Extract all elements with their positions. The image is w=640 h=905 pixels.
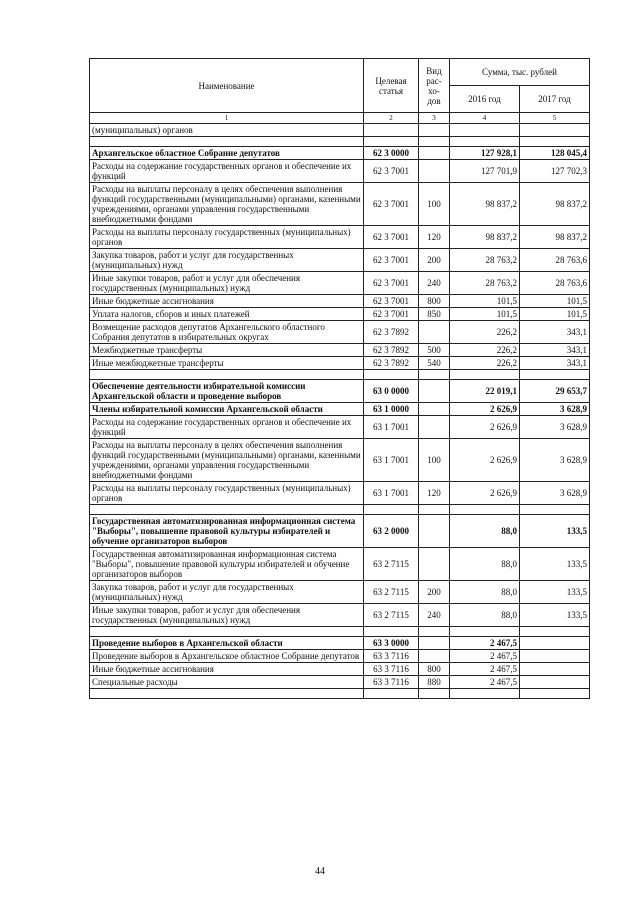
row-sum-2017 [520, 637, 590, 650]
row-sum-2017: 343,1 [520, 321, 590, 344]
budget-table [89, 58, 590, 699]
row-sum-2016: 2 467,5 [450, 637, 520, 650]
table-row [90, 321, 590, 344]
empty-cell [450, 370, 520, 380]
section-row [90, 403, 590, 416]
row-target-article: 62 3 7001 [364, 160, 419, 183]
row-sum-2016: 88,0 [450, 515, 520, 548]
table-row [90, 295, 590, 308]
document-page [89, 58, 590, 699]
row-sum-2017: 343,1 [520, 344, 590, 357]
row-sum-2017 [520, 676, 590, 689]
row-expense-type [419, 416, 450, 439]
table-row [90, 650, 590, 663]
empty-cell [90, 689, 364, 699]
row-name: Расходы на содержание государственных органов и обеспечение их функций [90, 160, 364, 183]
row-sum-2017: 133,5 [520, 581, 590, 604]
row-name: Обеспечение деятельности избирательной комиссии Архангельской области и проведение выборов [90, 380, 364, 403]
row-target-article: 63 1 7001 [364, 439, 419, 482]
row-name: Расходы на содержание государственных органов и обеспечение их функций [90, 416, 364, 439]
row-name: Иные закупки товаров, работ и услуг для обеспечения государственных (муниципальных) нужд [90, 604, 364, 627]
row-sum-2017 [520, 663, 590, 676]
row-sum-2016: 2 467,5 [450, 676, 520, 689]
row-sum-2016: 98 837,2 [450, 183, 520, 226]
empty-cell [450, 505, 520, 515]
empty-cell [520, 370, 590, 380]
row-target-article: 63 2 7115 [364, 548, 419, 581]
row-target-article: 63 3 0000 [364, 637, 419, 650]
empty-cell [520, 137, 590, 147]
row-name: Члены избирательной комиссии Архангельской области [90, 403, 364, 416]
empty-cell [90, 627, 364, 637]
row-name: Межбюджетные трансферты [90, 344, 364, 357]
row-sum-2017: 133,5 [520, 515, 590, 548]
column-number: 2 [364, 113, 419, 124]
row-sum-2016: 127 928,1 [450, 147, 520, 160]
row-sum-2016: 22 019,1 [450, 380, 520, 403]
table-row [90, 548, 590, 581]
row-sum-2017: 101,5 [520, 308, 590, 321]
row-expense-type [419, 650, 450, 663]
row-sum-2017: 133,5 [520, 548, 590, 581]
table-row [90, 160, 590, 183]
row-sum-2016: 127 701,9 [450, 160, 520, 183]
header-expense-type [419, 59, 450, 113]
row-sum-2017: 98 837,2 [520, 226, 590, 249]
row-expense-type: 120 [419, 226, 450, 249]
table-header [90, 59, 590, 124]
empty-cell [419, 370, 450, 380]
row-expense-type: 240 [419, 604, 450, 627]
row-target-article: 62 3 7001 [364, 272, 419, 295]
row-sum-2016: 226,2 [450, 344, 520, 357]
row-sum-2017: 343,1 [520, 357, 590, 370]
row-name: Возмещение расходов депутатов Архангельского областного Собрания депутатов в избирательных округах [90, 321, 364, 344]
row-sum-2017: 3 628,9 [520, 439, 590, 482]
header-exp-line3: хо- [428, 85, 440, 96]
table-row [90, 581, 590, 604]
row-sum-2016: 101,5 [450, 308, 520, 321]
row-target-article: 62 3 7001 [364, 308, 419, 321]
empty-cell [90, 505, 364, 515]
row-target-article: 63 1 7001 [364, 416, 419, 439]
spacer-row [90, 505, 590, 515]
row-expense-type: 200 [419, 581, 450, 604]
row-sum-2017 [520, 124, 590, 137]
row-expense-type [419, 380, 450, 403]
row-sum-2016: 226,2 [450, 357, 520, 370]
header-name: Наименование [90, 59, 364, 113]
row-expense-type: 500 [419, 344, 450, 357]
header-year-2017: 2017 год [520, 86, 590, 113]
table-row [90, 439, 590, 482]
row-target-article: 62 3 7001 [364, 249, 419, 272]
row-target-article: 62 3 7001 [364, 295, 419, 308]
empty-cell [419, 627, 450, 637]
row-target-article: 63 2 7115 [364, 604, 419, 627]
table-row [90, 482, 590, 505]
row-target-article: 63 3 7116 [364, 663, 419, 676]
row-sum-2017: 98 837,2 [520, 183, 590, 226]
spacer-row [90, 689, 590, 699]
row-expense-type: 200 [419, 249, 450, 272]
row-expense-type: 100 [419, 439, 450, 482]
row-sum-2016: 88,0 [450, 604, 520, 627]
table-row [90, 604, 590, 627]
row-expense-type: 100 [419, 183, 450, 226]
row-sum-2016: 88,0 [450, 581, 520, 604]
row-expense-type [419, 160, 450, 183]
header-sum: Сумма, тыс. рублей [450, 59, 590, 86]
row-sum-2016: 2 626,9 [450, 416, 520, 439]
section-row [90, 515, 590, 548]
row-expense-type: 800 [419, 295, 450, 308]
row-expense-type [419, 548, 450, 581]
row-sum-2017: 101,5 [520, 295, 590, 308]
empty-cell [450, 627, 520, 637]
row-name: Уплата налогов, сборов и иных платежей [90, 308, 364, 321]
row-sum-2017: 28 763,6 [520, 249, 590, 272]
empty-cell [419, 505, 450, 515]
row-name: Специальные расходы [90, 676, 364, 689]
header-year-2016: 2016 год [450, 86, 520, 113]
row-sum-2017: 3 628,9 [520, 482, 590, 505]
empty-cell [520, 689, 590, 699]
row-target-article: 62 3 0000 [364, 147, 419, 160]
header-exp-line4: дов [427, 95, 441, 106]
row-sum-2017: 28 763,6 [520, 272, 590, 295]
row-expense-type [419, 637, 450, 650]
empty-cell [90, 370, 364, 380]
empty-cell [450, 137, 520, 147]
empty-cell [419, 689, 450, 699]
row-expense-type: 120 [419, 482, 450, 505]
row-target-article: 63 3 7116 [364, 676, 419, 689]
row-target-article: 63 2 7115 [364, 581, 419, 604]
empty-cell [450, 689, 520, 699]
row-sum-2017: 127 702,3 [520, 160, 590, 183]
table-row [90, 226, 590, 249]
row-name: Закупка товаров, работ и услуг для государственных (муниципальных) нужд [90, 581, 364, 604]
row-name: Проведение выборов в Архангельской области [90, 637, 364, 650]
row-expense-type [419, 321, 450, 344]
table-row [90, 357, 590, 370]
table-row [90, 183, 590, 226]
row-target-article: 62 3 7892 [364, 344, 419, 357]
column-number: 4 [450, 113, 520, 124]
table-row [90, 663, 590, 676]
header-exp-line2: рас- [426, 75, 442, 86]
empty-cell [364, 689, 419, 699]
empty-cell [520, 505, 590, 515]
table-row [90, 249, 590, 272]
row-sum-2017: 128 045,4 [520, 147, 590, 160]
row-expense-type: 880 [419, 676, 450, 689]
row-target-article [364, 124, 419, 137]
column-number-row [90, 113, 590, 124]
row-target-article: 63 0 0000 [364, 380, 419, 403]
row-target-article: 63 3 7116 [364, 650, 419, 663]
row-expense-type: 850 [419, 308, 450, 321]
section-row [90, 380, 590, 403]
empty-cell [364, 627, 419, 637]
row-name: Иные бюджетные ассигнования [90, 295, 364, 308]
row-name: Государственная автоматизированная информационная система "Выборы", повышение правовой культуры избирателей и обучение организаторов выборов [90, 548, 364, 581]
column-number: 3 [419, 113, 450, 124]
row-name: Иные межбюджетные трансферты [90, 357, 364, 370]
row-sum-2016: 88,0 [450, 548, 520, 581]
table-row [90, 272, 590, 295]
row-sum-2016: 2 626,9 [450, 439, 520, 482]
row-name: Закупка товаров, работ и услуг для государственных (муниципальных) нужд [90, 249, 364, 272]
row-name: Расходы на выплаты персоналу государственных (муниципальных) органов [90, 482, 364, 505]
empty-cell [364, 137, 419, 147]
row-sum-2016: 28 763,2 [450, 249, 520, 272]
header-target-line1: Целевая [375, 75, 407, 86]
table-row [90, 416, 590, 439]
row-target-article: 63 1 7001 [364, 482, 419, 505]
row-sum-2017: 3 628,9 [520, 403, 590, 416]
row-sum-2017: 133,5 [520, 604, 590, 627]
spacer-row [90, 627, 590, 637]
row-sum-2016 [450, 124, 520, 137]
row-expense-type [419, 403, 450, 416]
header-exp-line1: Вид [426, 65, 442, 76]
table-body [90, 124, 590, 699]
row-target-article: 63 2 0000 [364, 515, 419, 548]
row-expense-type: 800 [419, 663, 450, 676]
column-number: 1 [90, 113, 364, 124]
table-row [90, 676, 590, 689]
row-sum-2016: 101,5 [450, 295, 520, 308]
row-name: Расходы на выплаты персоналу в целях обеспечения выполнения функций государственными (муниципальными) органами, казенными учреждениями, органами управления государственными внебюджетными фондами [90, 183, 364, 226]
row-target-article: 62 3 7892 [364, 321, 419, 344]
row-sum-2016: 2 467,5 [450, 663, 520, 676]
section-row [90, 637, 590, 650]
row-sum-2016: 98 837,2 [450, 226, 520, 249]
row-name: Государственная автоматизированная информационная система "Выборы", повышение правовой культуры избирателей и обучение организаторов выборов [90, 515, 364, 548]
row-sum-2017: 29 653,7 [520, 380, 590, 403]
page-number: 44 [315, 866, 325, 877]
row-sum-2016: 2 626,9 [450, 403, 520, 416]
row-sum-2016: 28 763,2 [450, 272, 520, 295]
row-expense-type [419, 515, 450, 548]
row-sum-2016: 2 626,9 [450, 482, 520, 505]
row-name: Иные закупки товаров, работ и услуг для обеспечения государственных (муниципальных) нужд [90, 272, 364, 295]
row-name: Проведение выборов в Архангельское областное Собрание депутатов [90, 650, 364, 663]
column-number: 5 [520, 113, 590, 124]
spacer-row [90, 370, 590, 380]
section-row [90, 147, 590, 160]
row-expense-type: 540 [419, 357, 450, 370]
empty-cell [520, 627, 590, 637]
row-name: (муниципальных) органов [90, 124, 364, 137]
row-sum-2016: 226,2 [450, 321, 520, 344]
table-row [90, 124, 590, 137]
row-name: Архангельское областное Собрание депутатов [90, 147, 364, 160]
row-target-article: 62 3 7892 [364, 357, 419, 370]
empty-cell [90, 137, 364, 147]
row-target-article: 62 3 7001 [364, 183, 419, 226]
row-expense-type: 240 [419, 272, 450, 295]
empty-cell [419, 137, 450, 147]
header-target-line2: статья [379, 85, 403, 96]
row-name: Расходы на выплаты персоналу в целях обеспечения выполнения функций государственными (муниципальными) органами, казенными учреждениями, органами управления государственными внебюджетными фондами [90, 439, 364, 482]
row-sum-2017 [520, 650, 590, 663]
row-expense-type [419, 124, 450, 137]
spacer-row [90, 137, 590, 147]
empty-cell [364, 505, 419, 515]
row-expense-type [419, 147, 450, 160]
row-sum-2017: 3 628,9 [520, 416, 590, 439]
row-target-article: 63 1 0000 [364, 403, 419, 416]
row-target-article: 62 3 7001 [364, 226, 419, 249]
header-target-article [364, 59, 419, 113]
row-name: Иные бюджетные ассигнования [90, 663, 364, 676]
table-row [90, 344, 590, 357]
row-sum-2016: 2 467,5 [450, 650, 520, 663]
row-name: Расходы на выплаты персоналу государственных (муниципальных) органов [90, 226, 364, 249]
empty-cell [364, 370, 419, 380]
table-row [90, 308, 590, 321]
